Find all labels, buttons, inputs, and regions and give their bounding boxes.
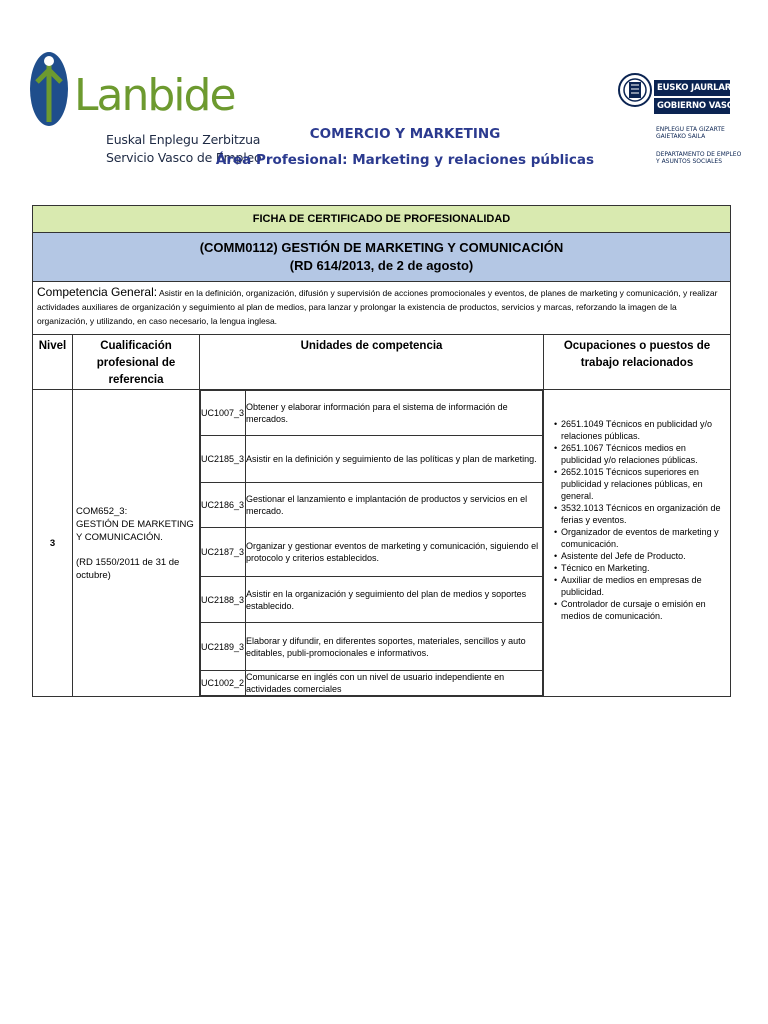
list-item [201,391,543,436]
cualificacion-code: COM652_3: [76,505,128,517]
list-item [201,483,543,528]
cualificacion-rd: (RD 1550/2011 de 31 de octubre) [76,556,180,581]
certificate-rd: (RD 614/2013, de 2 de agosto) [289,258,474,273]
table-row [33,390,731,697]
unit-code: UC2185_3 [201,436,246,483]
unit-desc: Obtener y elaborar información para el sistema de información de mercados. [246,391,543,436]
unit-code: UC2188_3 [201,577,246,623]
basque-government-seal-icon [618,68,652,112]
cualificacion-name: GESTIÓN DE MARKETING Y COMUNICACIÓN. [76,518,194,543]
col-header-nivel: Nivel [33,335,73,390]
list-item: • Técnico en Marketing. [549,562,726,574]
list-item: • Auxiliar de medios en empresas de publicidad. [549,574,726,598]
ficha-title: FICHA DE CERTIFICADO DE PROFESIONALIDAD [33,206,731,233]
competencia-general [33,282,731,335]
col-header-unidades: Unidades de competencia [200,335,544,390]
unit-code: UC1007_3 [201,391,246,436]
list-item [201,436,543,483]
title-sector: COMERCIO Y MARKETING [309,126,501,142]
gv-dept-eu-2: GAIETAKO SAILA [656,133,706,140]
list-item [201,671,543,696]
ocupaciones-list [549,418,726,622]
unit-desc: Asistir en la organización y seguimiento del plan de medios y soportes establecido. [246,577,543,623]
lanbide-logo [28,50,262,165]
col-header-ocupaciones: Ocupaciones o puestos de trabajo relacionados [544,335,731,390]
ocupaciones-cell [544,390,731,697]
gobierno-vasco-logo [618,68,752,172]
list-item: • Organizador de eventos de marketing y comunicación. [549,526,726,550]
unit-code: UC2187_3 [201,528,246,577]
competencia-label: Competencia General: [37,285,158,299]
unit-code: UC2189_3 [201,623,246,671]
list-item [201,577,543,623]
certificate-table [32,205,731,697]
title-area: Área Profesional: Marketing y relaciones públicas [215,152,595,168]
list-item: • Asistente del Jefe de Producto. [549,550,726,562]
unidades-cell [200,390,544,697]
unit-desc: Comunicarse en inglés con un nivel de usuario independiente en actividades comerciales [246,671,543,696]
competencia-text: Asistir en la definición, organización, difusión y supervisión de acciones promocionales y eventos, de planes de marketing y comunicación, y realizar actividades auxiliares de organización y seguimiento al plan de medios, para lanzar y prolongar la existencia de productos, servicios y marcas, reforzando la imagen de la organización, y utilizando, en caso necesario, la lengua inglesa. [37,288,718,326]
unit-desc: Asistir en la definición y seguimiento de las políticas y plan de marketing. [246,436,543,483]
gv-dept-es-1: DEPARTAMENTO DE EMPLEO [656,151,742,158]
lanbide-person-icon [28,50,72,128]
lanbide-tagline-eu: Euskal Enplegu Zerbitzua [106,132,261,147]
gv-box-eusko: EUSKO JAURLARITZA [654,80,730,96]
gv-dept-es-2: Y ASUNTOS SOCIALES [656,158,723,165]
unidades-list [200,390,543,696]
certificate-title [33,233,731,282]
list-item: • 2651.1067 Técnicos medios en publicidad y/o relaciones públicas. [549,442,726,466]
nivel-value: 3 [33,390,73,697]
list-item: • Controlador de cursaje o emisión en medios de comunicación. [549,598,726,622]
certificate-name: (COMM0112) GESTIÓN DE MARKETING Y COMUNICACIÓN [199,240,564,255]
lanbide-brand: Lanbide [74,70,235,121]
list-item: • 2651.1049 Técnicos en publicidad y/o relaciones públicas. [549,418,726,442]
page-header [0,0,768,200]
list-item [201,528,543,577]
list-item: • 3532.1013 Técnicos en organización de ferias y eventos. [549,502,726,526]
list-item: • 2652.1015 Técnicos superiores en publicidad y relaciones públicas, en general. [549,466,726,502]
gv-dept-eu-1: ENPLEGU ETA GIZARTE [656,126,725,133]
col-header-cualificacion: Cualificación profesional de referencia [73,335,200,390]
lanbide-tagline-es: Servicio Vasco de Empleo [106,150,262,165]
gv-box-gobierno: GOBIERNO VASCO [654,98,730,114]
unit-desc: Elaborar y difundir, en diferentes soportes, materiales, sencillos y auto editables, publi-promocionales e informativos. [246,623,543,671]
unit-desc: Organizar y gestionar eventos de marketing y comunicación, siguiendo el protocolo y criterios establecidos. [246,528,543,577]
cualificacion-cell [73,390,200,697]
unit-code: UC1002_2 [201,671,246,696]
list-item [201,623,543,671]
unit-desc: Gestionar el lanzamiento e implantación de productos y servicios en el mercado. [246,483,543,528]
unit-code: UC2186_3 [201,483,246,528]
